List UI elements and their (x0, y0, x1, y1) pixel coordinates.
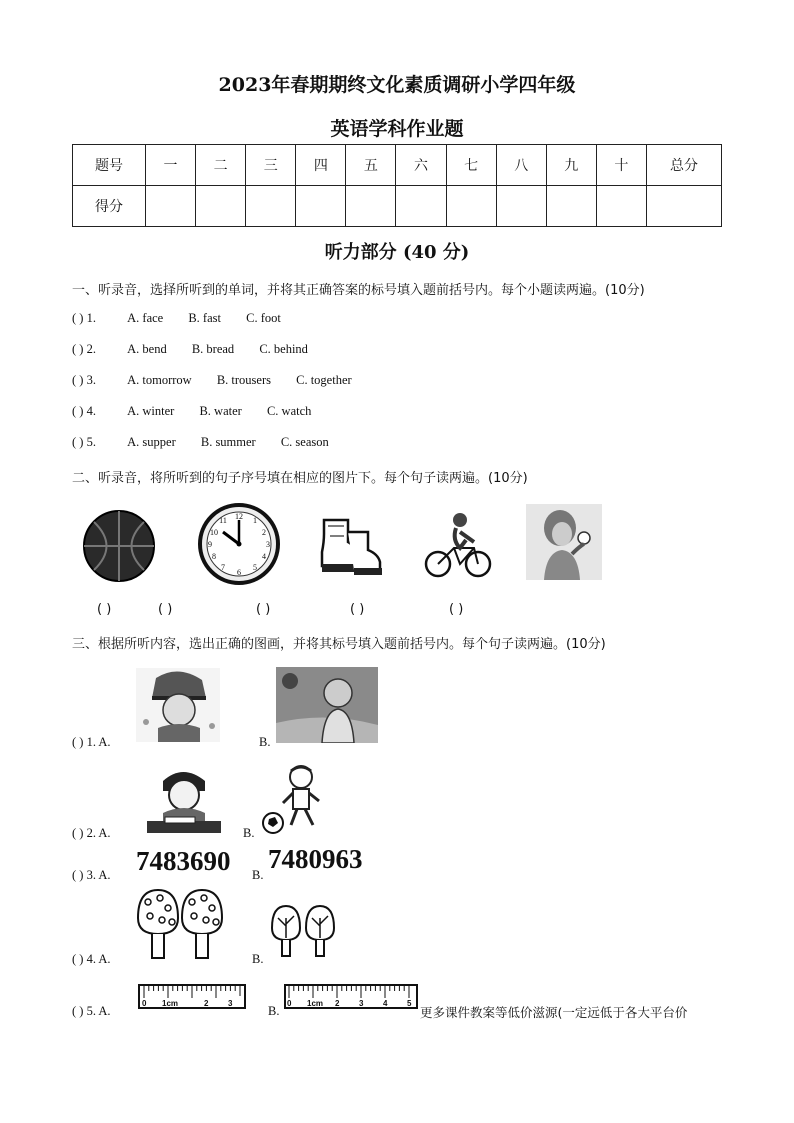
item-prefix: ( ) 1. (72, 311, 96, 325)
ruler-label: 5 (407, 999, 412, 1008)
svg-text:5: 5 (253, 563, 257, 572)
score-cell: 总分 (647, 145, 722, 186)
ruler-label: 3 (228, 999, 233, 1008)
boy-playing-football-picture (261, 763, 333, 835)
ruler-label: 4 (383, 999, 388, 1008)
svg-text:1: 1 (253, 516, 257, 525)
score-cell: 五 (346, 145, 396, 186)
section3-item-prefix: ( ) 3. A. (72, 868, 111, 882)
picture-answer-blank[interactable]: ( ) (158, 602, 173, 617)
score-input-cell[interactable] (396, 186, 446, 227)
score-input-cell[interactable] (146, 186, 196, 227)
section1-item (72, 435, 351, 450)
option-c: C. watch (266, 404, 312, 418)
section2-heading: 二、听录音，将所听到的句子序号填在相应的图片下。每个句子读两遍。(10分) (72, 471, 528, 486)
svg-text:2: 2 (262, 528, 266, 537)
picture-answer-blank[interactable]: ( ) (97, 602, 112, 617)
section1-item (72, 311, 303, 326)
score-cell: 四 (296, 145, 346, 186)
ruler-label: 1cm (162, 999, 179, 1008)
listening-heading: 听力部分 (40 分) (324, 242, 470, 263)
section3-option-b: B. (259, 735, 271, 749)
option-c: C. season (280, 435, 329, 449)
ruler-label: 3 (359, 999, 364, 1008)
svg-text:8: 8 (212, 552, 216, 561)
girl-eating-picture (526, 504, 602, 580)
page-subtitle: 英语学科作业题 (330, 118, 464, 140)
item-prefix: ( ) 4. (72, 404, 96, 418)
ruler-label: 0 (287, 999, 292, 1008)
score-cell: 八 (496, 145, 546, 186)
score-table-header-row (73, 145, 722, 186)
score-input-cell[interactable] (196, 186, 246, 227)
section3-option-b: B. (252, 952, 264, 966)
option-a: A. face (127, 311, 164, 325)
ruler-label: 1cm (307, 999, 324, 1008)
section3-option-b: B. (268, 1004, 280, 1018)
svg-text:3: 3 (266, 540, 270, 549)
score-table (72, 144, 722, 227)
score-cell: 一 (146, 145, 196, 186)
score-input-cell[interactable] (496, 186, 546, 227)
option-c: C. foot (246, 311, 281, 325)
score-cell: 十 (596, 145, 646, 186)
option-b: B. summer (200, 435, 256, 449)
option-a: A. tomorrow (127, 373, 192, 387)
svg-text:9: 9 (208, 540, 212, 549)
score-cell: 六 (396, 145, 446, 186)
section3-item-prefix: ( ) 1. A. (72, 735, 111, 749)
svg-text:11: 11 (219, 516, 227, 525)
ruler-label: 2 (335, 999, 340, 1008)
shoes-picture (318, 512, 386, 578)
svg-text:10: 10 (210, 528, 218, 537)
score-cell: 七 (446, 145, 496, 186)
ruler-label: 2 (204, 999, 209, 1008)
item-prefix: ( ) 2. (72, 342, 96, 356)
score-table-score-row (73, 186, 722, 227)
section3-option-b: B. (252, 868, 264, 882)
score-input-cell[interactable] (647, 186, 722, 227)
picture-answer-blank[interactable]: ( ) (350, 602, 365, 617)
option-a: A. bend (127, 342, 167, 356)
sweating-boy-sunny-picture (276, 667, 378, 743)
option-c: C. behind (259, 342, 308, 356)
score-input-cell[interactable] (296, 186, 346, 227)
picture-answer-blank[interactable]: ( ) (256, 602, 271, 617)
option-a: A. supper (127, 435, 176, 449)
option-b: B. bread (191, 342, 235, 356)
score-cell: 九 (546, 145, 596, 186)
number-option-a: 7483690 (136, 846, 231, 876)
score-cell: 题号 (73, 145, 146, 186)
section1-item (72, 404, 333, 419)
section3-option-b: B. (243, 826, 255, 840)
basketball-picture (78, 508, 160, 584)
section1-heading: 一、听录音，选择所听到的单词，并将其正确答案的标号填入题前括号内。每个小题读两遍。(10分) (72, 283, 645, 298)
ruler-three-cm-picture (138, 984, 246, 1010)
item-prefix: ( ) 3. (72, 373, 96, 387)
score-input-cell[interactable] (246, 186, 296, 227)
two-bare-trees-picture (268, 904, 340, 958)
two-apple-trees-picture (134, 886, 228, 960)
ruler-label: 0 (142, 999, 147, 1008)
section3-item-prefix: ( ) 5. A. (72, 1004, 111, 1018)
svg-text:6: 6 (237, 568, 241, 577)
clock-picture (196, 502, 282, 586)
item-prefix: ( ) 5. (72, 435, 96, 449)
section3-heading: 三、根据所听内容，选出正确的图画，并将其标号填入题前括号内。每个句子读两遍。(10分) (72, 637, 606, 652)
option-b: B. trousers (216, 373, 271, 387)
section3-item-prefix: ( ) 2. A. (72, 826, 111, 840)
score-input-cell[interactable] (346, 186, 396, 227)
score-input-cell[interactable] (596, 186, 646, 227)
section1-item (72, 342, 330, 357)
page-title: 2023年春期期终文化素质调研小学四年级 (218, 74, 576, 96)
svg-text:7: 7 (221, 563, 225, 572)
boy-writing-picture (143, 763, 225, 835)
score-input-cell[interactable] (546, 186, 596, 227)
score-row-label: 得分 (73, 186, 146, 227)
option-b: B. fast (188, 311, 221, 325)
option-a: A. winter (127, 404, 175, 418)
score-input-cell[interactable] (446, 186, 496, 227)
ruler-five-cm-picture (284, 984, 418, 1010)
score-cell: 三 (246, 145, 296, 186)
option-b: B. water (199, 404, 242, 418)
section3-item-prefix: ( ) 4. A. (72, 952, 111, 966)
number-option-b: 7480963 (268, 844, 363, 874)
child-in-winter-hat-picture (136, 668, 220, 742)
svg-text:4: 4 (262, 552, 266, 561)
svg-text:12: 12 (235, 512, 243, 521)
section1-item (72, 373, 374, 388)
option-c: C. together (296, 373, 352, 387)
cyclist-picture (420, 510, 496, 580)
promo-tail-text: 更多课件教案等低价滋源(一定远低于各大平台价 (420, 1005, 688, 1020)
picture-answer-blank[interactable]: ( ) (449, 602, 464, 617)
score-cell: 二 (196, 145, 246, 186)
